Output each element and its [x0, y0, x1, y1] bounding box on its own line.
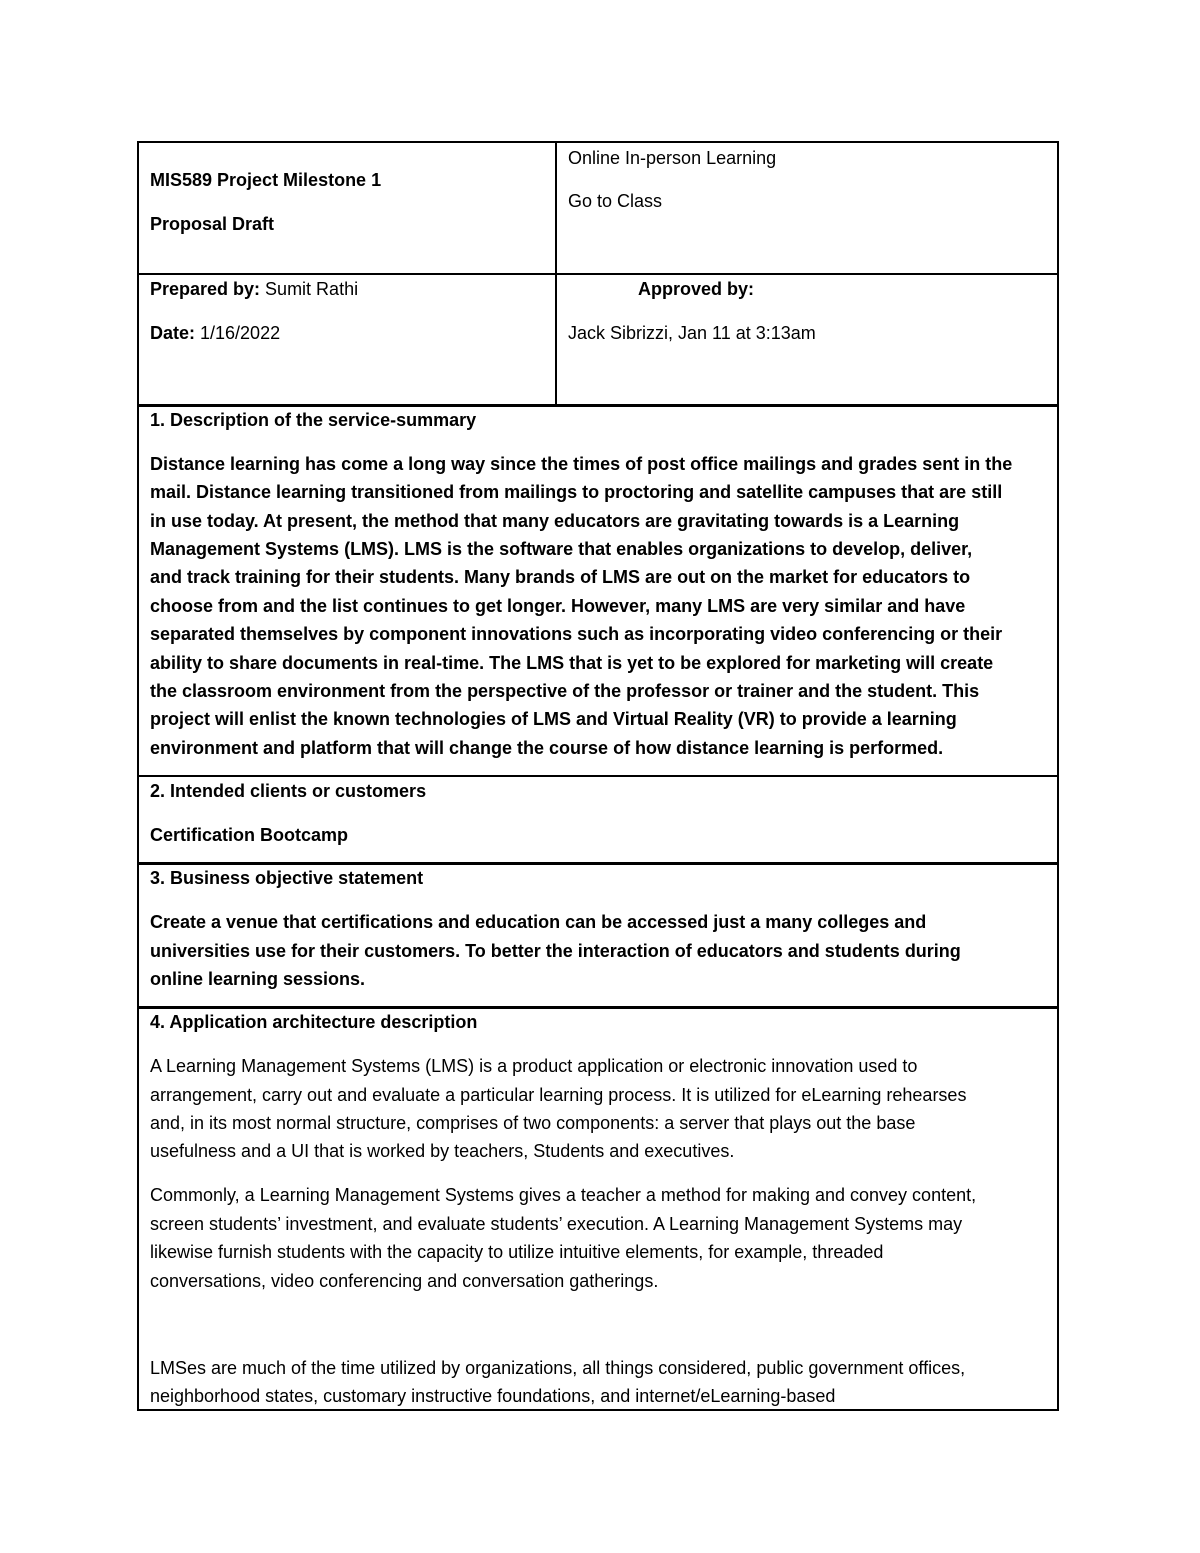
section-1-line: environment and platform that will change the course of how distance learning is performed.	[150, 738, 944, 758]
date-value: 1/16/2022	[195, 323, 281, 343]
section-4-p3-line: neighborhood states, customary instructive foundations, and internet/eLearning-based	[150, 1386, 836, 1406]
section-1-line: ability to share documents in real-time. The LMS that is yet to be explored for marketing will create	[150, 653, 994, 673]
approved-by-label: Approved by:	[638, 279, 755, 299]
section-3-line: online learning sessions.	[150, 969, 366, 989]
date	[150, 319, 280, 347]
section-1-line: choose from and the list continues to get longer. However, many LMS are very similar and have	[150, 596, 966, 616]
section-1-line: and track training for their students. Many brands of LMS are out on the market for educators to	[150, 567, 971, 587]
section-1-line: Management Systems (LMS). LMS is the software that enables organizations to develop, deliver,	[150, 539, 973, 559]
section-3-line: Create a venue that certifications and education can be accessed just a many colleges and	[150, 912, 927, 932]
section-1-line: the classroom environment from the perspective of the professor or trainer and the student. This	[150, 681, 980, 701]
date-label: Date:	[150, 323, 196, 343]
section-4-p1-line: arrangement, carry out and evaluate a particular learning process. It is utilized for eLearning rehearses	[150, 1085, 967, 1105]
prepared-by	[150, 275, 358, 303]
section-4-p1-line: and, in its most normal structure, comprises of two components: a server that plays out the base	[150, 1113, 916, 1133]
section-1-line: project will enlist the known technologies of LMS and Virtual Reality (VR) to provide a learning	[150, 709, 957, 729]
section-1-line: separated themselves by component innovations such as incorporating video conferencing or their	[150, 624, 1003, 644]
project-tagline: Go to Class	[568, 191, 663, 211]
prepared-by-value: Sumit Rathi	[260, 279, 359, 299]
section-4-p1-line: usefulness and a UI that is worked by teachers, Students and executives.	[150, 1141, 735, 1161]
proposal-subtitle: Proposal Draft	[150, 214, 275, 234]
project-title: MIS589 Project Milestone 1	[150, 170, 382, 190]
approved-by-value: Jack Sibrizzi, Jan 11 at 3:13am	[568, 323, 816, 343]
prepared-by-label: Prepared by:	[150, 279, 261, 299]
section-4-title: 4. Application architecture description	[150, 1012, 478, 1032]
section-1-line: in use today. At present, the method that many educators are gravitating towards is a Learning	[150, 511, 960, 531]
project-name: Online In-person Learning	[568, 148, 777, 168]
section-4-p2-line: screen students’ investment, and evaluate students’ execution. A Learning Management Systems may	[150, 1214, 963, 1234]
section-4-p2-line: likewise furnish students with the capacity to utilize intuitive elements, for example, threaded	[150, 1242, 884, 1262]
section-4-p1-line: A Learning Management Systems (LMS) is a product application or electronic innovation used to	[150, 1056, 918, 1076]
section-3-title: 3. Business objective statement	[150, 868, 424, 888]
section-3-line: universities use for their customers. To better the interaction of educators and students during	[150, 941, 961, 961]
section-2-title: 2. Intended clients or customers	[150, 781, 427, 801]
column-divider	[555, 143, 557, 406]
section-2-body: Certification Bootcamp	[150, 825, 349, 845]
section-1-line: mail. Distance learning transitioned from mailings to proctoring and satellite campuses that are still	[150, 482, 1003, 502]
section-4-p2-line: conversations, video conferencing and conversation gatherings.	[150, 1271, 659, 1291]
section-4-p3-line: LMSes are much of the time utilized by organizations, all things considered, public government offices,	[150, 1358, 966, 1378]
section-4-p2-line: Commonly, a Learning Management Systems gives a teacher a method for making and convey content,	[150, 1185, 977, 1205]
section-1-line: Distance learning has come a long way since the times of post office mailings and grades sent in the	[150, 454, 1013, 474]
section-1-title: 1. Description of the service-summary	[150, 410, 477, 430]
